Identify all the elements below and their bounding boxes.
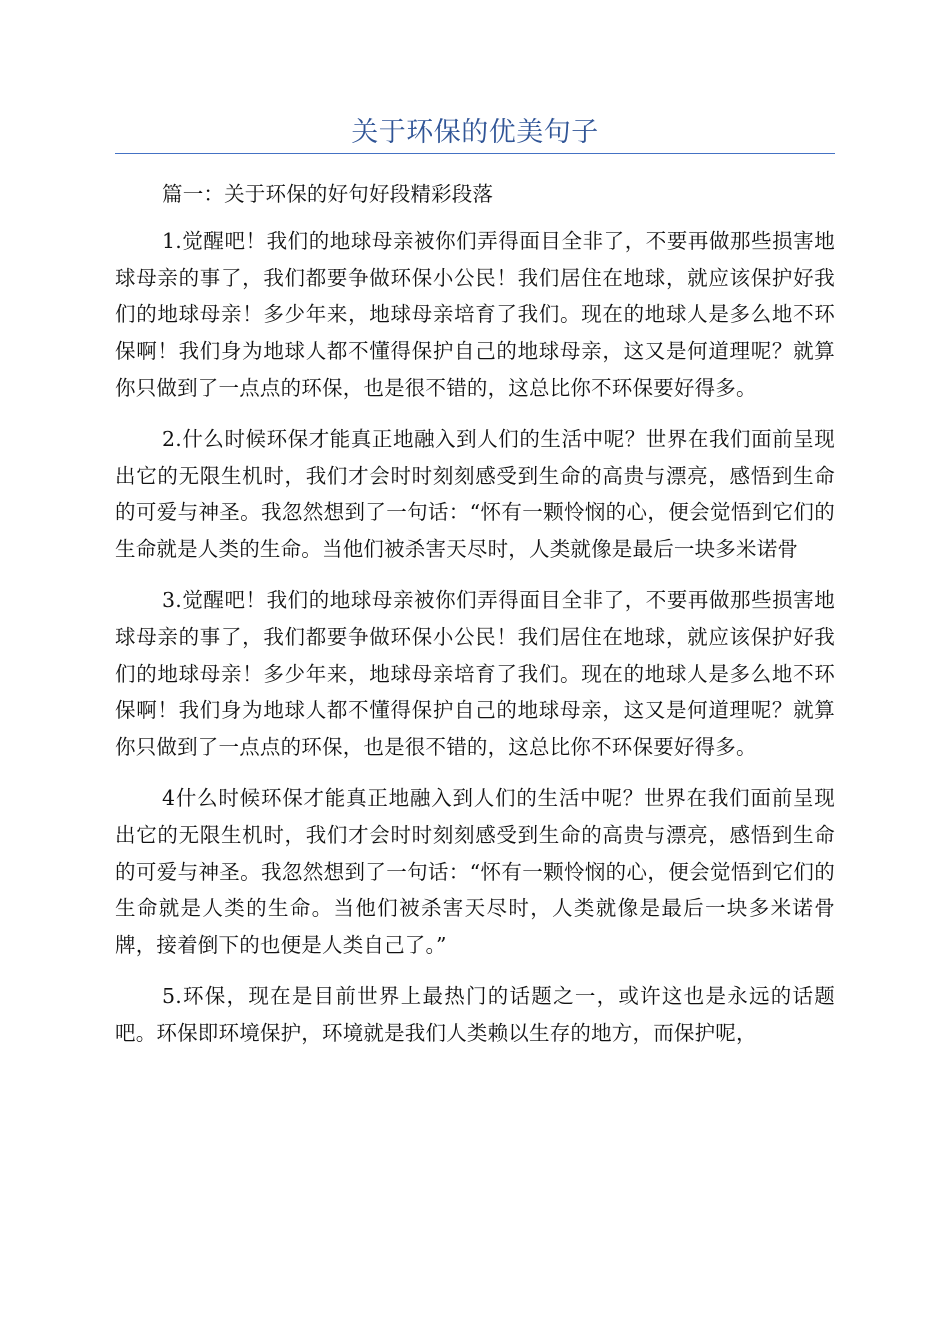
paragraph-2: 2.什么时候环保才能真正地融入到人们的生活中呢？世界在我们面前呈现出它的无限生机时，我们才会时时刻刻感受到生命的高贵与漂亮，感悟到生命的可爱与神圣。我忽然想到了一句话：“怀有一颗怜悯的心，便会觉悟到它们的生命就是人类的生命。当他们被杀害天尽时，人类就像是最后一块多米诺骨: [115, 426, 835, 562]
document-title: 关于环保的优美句子: [351, 117, 599, 148]
section-heading: 篇一：关于环保的好句好段精彩段落: [162, 182, 494, 206]
paragraph-1: 1.觉醒吧！我们的地球母亲被你们弄得面目全非了，不要再做那些损害地球母亲的事了，我们都要争做环保小公民！我们居住在地球，就应该保护好我们的地球母亲！多少年来，地球母亲培育了我们。现在的地球人是多么地不环保啊！我们身为地球人都不懂得保护自己的地球母亲，这又是何道理呢？就算你只做到了一点点的环保，也是很不错的，这总比你不环保要好得多。: [115, 228, 835, 400]
paragraph-5: 5.环保，现在是目前世界上最热门的话题之一，或许这也是永远的话题吧。环保即环境保护，环境就是我们人类赖以生存的地方，而保护呢，: [115, 983, 835, 1045]
paragraph-4: 4什么时候环保才能真正地融入到人们的生活中呢？世界在我们面前呈现出它的无限生机时，我们才会时时刻刻感受到生命的高贵与漂亮，感悟到生命的可爱与神圣。我忽然想到了一句话：“怀有一颗怜悯的心，便会觉悟到它们的生命就是人类的生命。当他们被杀害天尽时，人类就像是最后一块多米诺骨牌，接着倒下的也便是人类自己了。”: [115, 785, 835, 958]
title-underline: [115, 153, 835, 154]
paragraph-3: 3.觉醒吧！我们的地球母亲被你们弄得面目全非了，不要再做那些损害地球母亲的事了，我们都要争做环保小公民！我们居住在地球，就应该保护好我们的地球母亲！多少年来，地球母亲培育了我们。现在的地球人是多么地不环保啊！我们身为地球人都不懂得保护自己的地球母亲，这又是何道理呢？就算你只做到了一点点的环保，也是很不错的，这总比你不环保要好得多。: [115, 587, 835, 760]
document-body: [115, 176, 835, 1066]
